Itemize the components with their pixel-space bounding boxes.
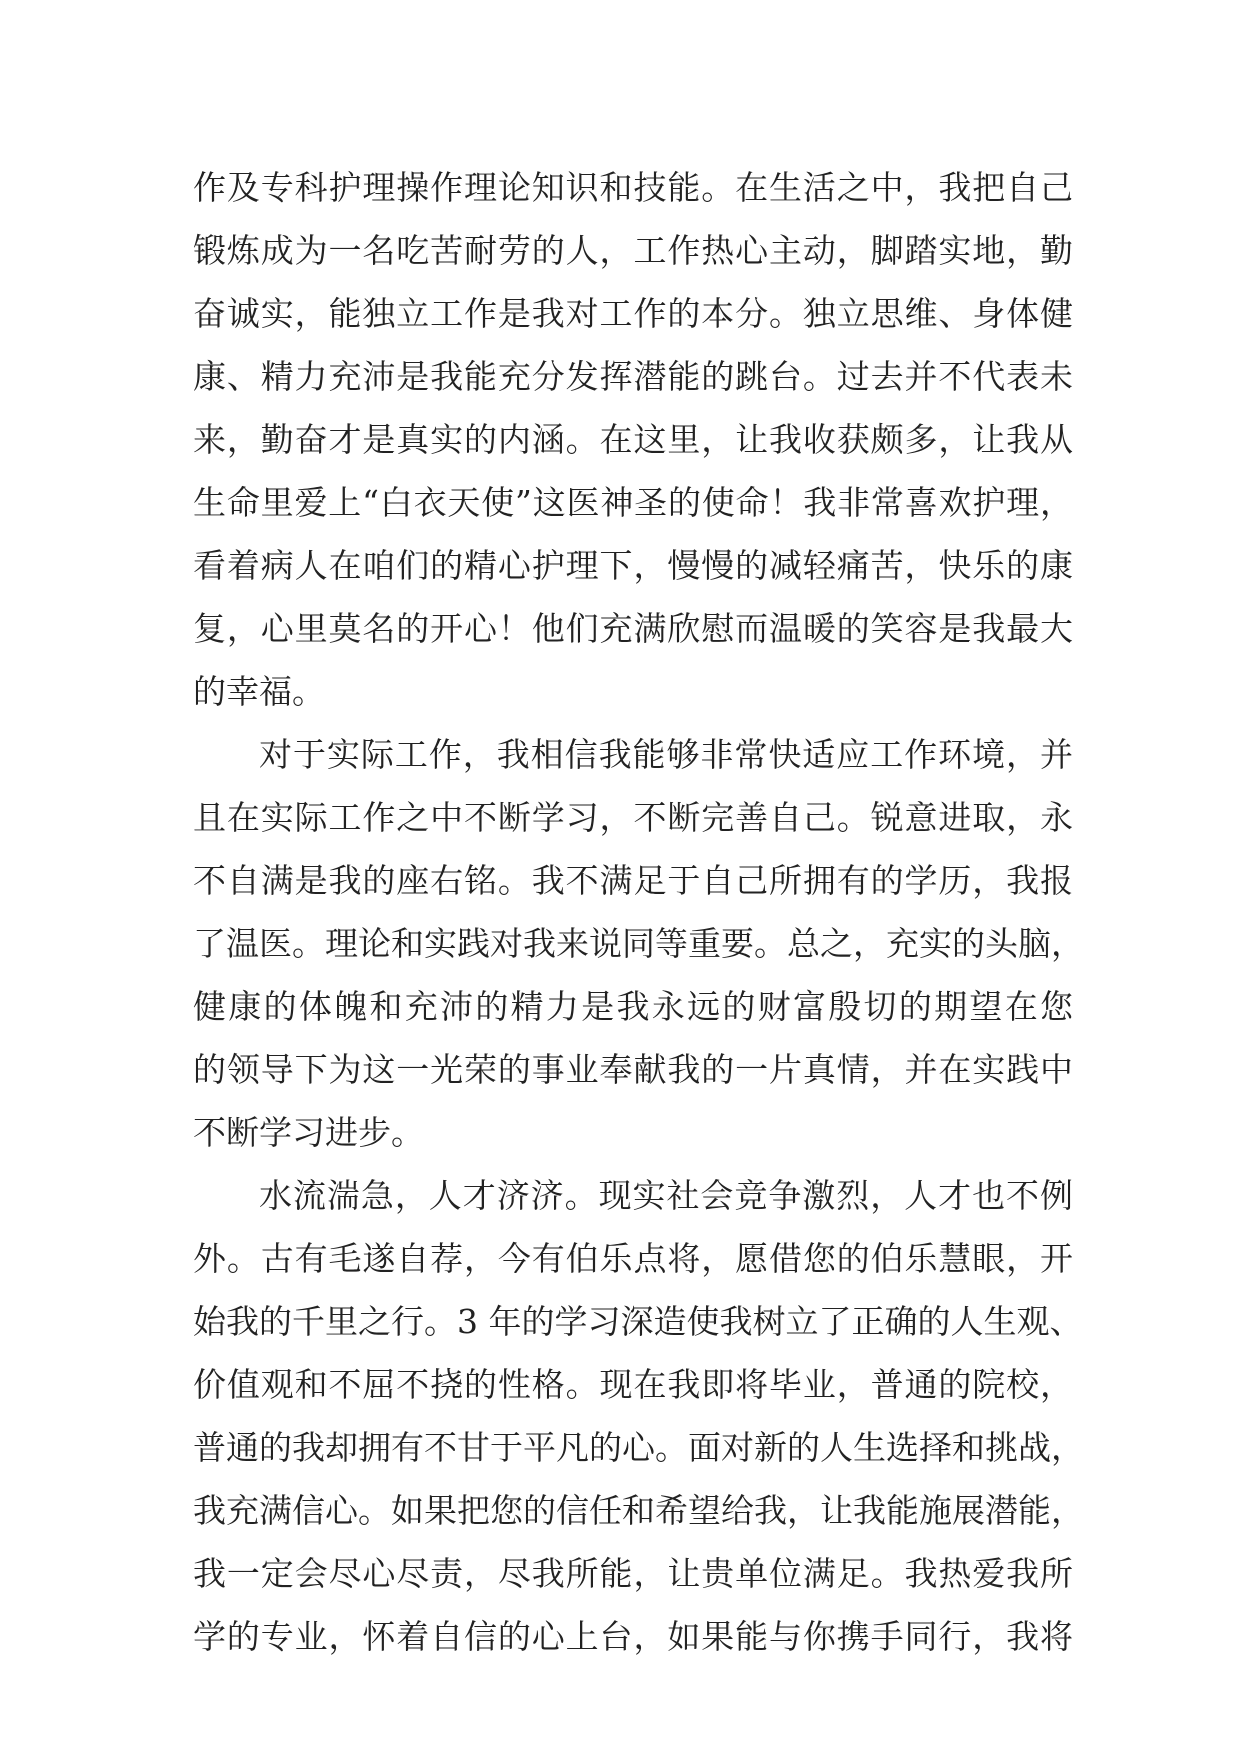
- paragraph-2-line: 对于实际工作，我相信我能够非常快适应工作环境，并: [259, 735, 1073, 774]
- paragraph-3-line: 始我的千里之行。3 年的学习深造使我树立了正确的人生观、: [193, 1302, 1083, 1341]
- paragraph-2-line: 且在实际工作之中不断学习，不断完善自己。锐意进取，永: [193, 798, 1073, 837]
- paragraph-1-line: 奋诚实，能独立工作是我对工作的本分。独立思维、身体健: [193, 294, 1073, 333]
- paragraph-2-line: 不断学习进步。: [193, 1113, 424, 1152]
- paragraph-3-line: 普通的我却拥有不甘于平凡的心。面对新的人生选择和挑战，: [193, 1428, 1084, 1467]
- paragraph-3-line: 我一定会尽心尽责，尽我所能，让贵单位满足。我热爱我所: [193, 1554, 1073, 1593]
- paragraph-1-line: 来，勤奋才是真实的内涵。在这里，让我收获颇多，让我从: [193, 420, 1073, 459]
- paragraph-3-line: 价值观和不屈不挠的性格。现在我即将毕业，普通的院校，: [193, 1365, 1073, 1404]
- paragraph-1-line: 康、精力充沛是我能充分发挥潜能的跳台。过去并不代表未: [193, 357, 1073, 396]
- paragraph-1-line: 生命里爱上“白衣天使”这医神圣的使命！我非常喜欢护理，: [193, 483, 1073, 522]
- paragraph-1-line: 的幸福。: [193, 672, 325, 711]
- paragraph-1-line: 复，心里莫名的开心！他们充满欣慰而温暖的笑容是我最大: [193, 609, 1073, 648]
- paragraph-3-line: 我充满信心。如果把您的信任和希望给我，让我能施展潜能，: [193, 1491, 1084, 1530]
- paragraph-1-line: 看着病人在咱们的精心护理下，慢慢的减轻痛苦，快乐的康: [193, 546, 1073, 585]
- body-text: [193, 156, 1084, 1668]
- paragraph-1-line: 作及专科护理操作理论知识和技能。在生活之中，我把自己: [193, 168, 1073, 207]
- paragraph-2-line: 的领导下为这一光荣的事业奉献我的一片真情，并在实践中: [193, 1050, 1073, 1089]
- paragraph-1-line: 锻炼成为一名吃苦耐劳的人，工作热心主动，脚踏实地，勤: [193, 231, 1073, 270]
- paragraph-2-line: 了温医。理论和实践对我来说同等重要。总之，充实的头脑，: [193, 924, 1084, 963]
- paragraph-3-line: 外。古有毛遂自荐，今有伯乐点将，愿借您的伯乐慧眼，开: [193, 1239, 1073, 1278]
- paragraph-2-line: 不自满是我的座右铭。我不满足于自己所拥有的学历，我报: [193, 861, 1073, 900]
- paragraph-2-line: 健康的体魄和充沛的精力是我永远的财富殷切的期望在您: [193, 987, 1073, 1026]
- paragraph-3-line: 水流湍急，人才济济。现实社会竞争激烈，人才也不例: [259, 1176, 1073, 1215]
- paragraph-3-line: 学的专业，怀着自信的心上台，如果能与你携手同行，我将: [193, 1617, 1073, 1656]
